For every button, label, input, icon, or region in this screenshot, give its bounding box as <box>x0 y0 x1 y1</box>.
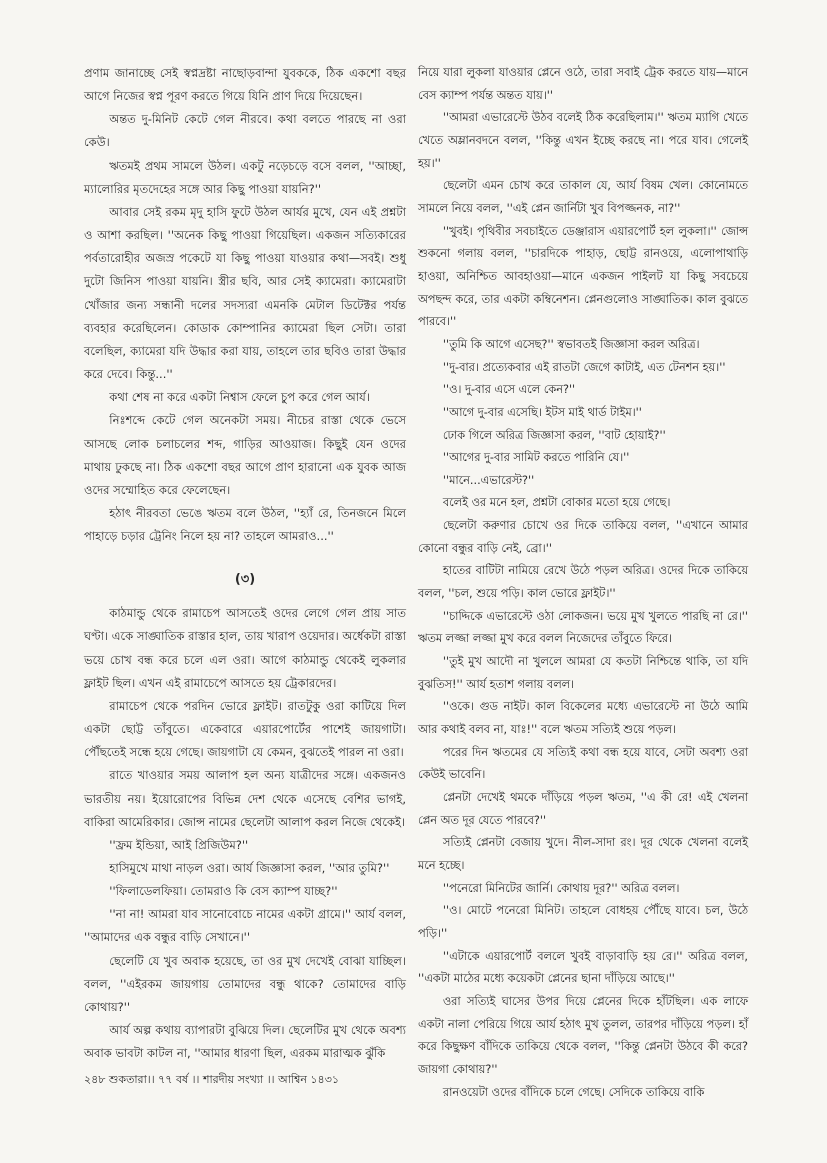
paragraph: ''চাদ্দিকে এভারেস্টে ওঠা লোকজন। ভয়ে মুখ খুলতে পারছি না রে।'' ঋতম লজ্জা লজ্জা মুখ করে বলল নিজেদের তাঁবুতে ফিরে। <box>418 609 748 646</box>
paragraph: রানওয়েটা ওদের বাঁদিকে চলে গেছে। সেদিকে তাকিয়ে বাকি <box>442 1085 705 1099</box>
paragraph: ''ওকে। গুড নাইট। কাল বিকেলের মধ্যে এভারেস্টে না উঠে আমি আর কথাই বলব না, যাঃ!'' বলে ঋতম সত্যিই শুয়ে পড়ল। <box>418 700 748 737</box>
paragraph: ঢোক গিলে অরিত্র জিজ্ঞাসা করল, ''বাট হোয়াই?'' <box>442 428 666 442</box>
paragraph: ছেলেটি যে খুব অবাক হয়েছে, তা ওর মুখ দেখেই বোঝা যাচ্ছিল। বলল, ''এইরকম জায়গায় তোমাদের বন্ধু থাকে? তোমাদের বাড়ি কোথায়?'' <box>84 953 406 1014</box>
paragraph: ''ফিলাডেলফিয়া। তোমরাও কি বেস ক্যাম্প যাচ্ছ?'' <box>109 884 338 899</box>
paragraph: কাঠমান্ডু থেকে রামাচেপ আসতেই ওদের লেগে গেল প্রায় সাত ঘণ্টা। একে সাঙ্ঘাতিক রাস্তার হাল, তায় খারাপ ওয়েদার। অর্ধেকটা রাস্তা ভয়ে চোখ বন্ধ করে চলে এল ওরা। আগে কাঠমান্ডু থেকেই লুকলার ফ্লাইট ছিল। এখন এই রামাচেপে আসতে হয় ট্রেকারদের। <box>84 606 406 690</box>
paragraph: ''ফ্রম ইন্ডিয়া, আই প্রিজিউম?'' <box>109 837 249 852</box>
paragraph: কথা শেষ না করে একটা নিশ্বাস ফেলে চুপ করে গেল আর্য। <box>109 390 370 405</box>
paragraph: ''তুমি কি আগে এসেছ?'' স্বভাবতই জিজ্ঞাসা করল অরিত্র। <box>442 337 700 351</box>
paragraph: পরের দিন ঋতমের যে সত্যিই কথা বন্ধ হয়ে যাবে, সেটা অবশ্য ওরা কেউই ভাবেনি। <box>418 745 748 782</box>
right-column <box>418 62 748 1104</box>
paragraph: ''আগের দু-বার সামিট করতে পারিনি যে।'' <box>442 451 630 465</box>
paragraph: হাসিমুখে মাথা নাড়ল ওরা। আর্য জিজ্ঞাসা করল, ''আর তুমি?'' <box>109 861 390 875</box>
paragraph: ''ও। দু-বার এসে এলে কেন?'' <box>442 383 576 397</box>
paragraph: সত্যিই প্লেনটা বেজায় খুদে। নীল-সাদা রং। দূর থেকে খেলনা বলেই মনে হচ্ছে। <box>418 836 748 872</box>
paragraph: ''আমরা এভারেস্টে উঠব বলেই ঠিক করেছিলাম।'' ঋতম ম্যাগি খেতে খেতে অম্লানবদনে বলল, ''কিন্তু এখন ইচ্ছে করছে না। পরে যাব। গেলেই হয়।'' <box>418 111 748 170</box>
paragraph: রাতে খাওয়ার সময় আলাপ হল অন্য যাত্রীদের সঙ্গে। একজনও ভারতীয় নয়। ইয়োরোপের বিভিন্ন দেশ থেকে এসেছে বেশির ভাগই, বাকিরা আমেরিকার। জোন্স নামের ছেলেটা আলাপ করল নিজে থেকেই। <box>84 768 406 829</box>
paragraph: বলেই ওর মনে হল, প্রশ্নটা বোকার মতো হয়ে গেছে। <box>442 496 671 510</box>
left-column <box>84 62 406 1065</box>
paragraph: ছেলেটা করুণার চোখে ওর দিকে তাকিয়ে বলল, ''এখানে আমার কোনো বন্ধুর বাড়ি নেই, ব্রো।'' <box>418 519 748 555</box>
paragraph: হঠাৎ নীরবতা ভেঙে ঋতম বলে উঠল, ''হ্যাঁ রে, তিনজনে মিলে পাহাড়ে চড়ার ট্রেনিং নিলে হয় না? তাহলে আমরাও...'' <box>84 505 406 544</box>
paragraph: আবার সেই রকম মৃদু হাসি ফুটে উঠল আর্যর মুখে, যেন এই প্রশ্নটা ও আশা করছিল। ''অনেক কিছু পাওয়া গিয়েছিল। একজন সত্যিকারের পর্বতারোহীর অজস্র পকেটে যা কিছু পাওয়া যাওয়ার কথা—সবই। শুধু দুটো জিনিস পাওয়া যায়নি। স্ত্রীর ছবি, আর সেই ক্যামেরা। ক্যামেরাটা খোঁজার জন্য সন্ধানী দলের সদস্যরা এমনকি মেটাল ডিটেক্টর পর্যন্ত ব্যবহার করেছিলেন। কোডাক কোম্পানির ক্যামেরা ছিল সেটা। তারা বলেছিল, ক্যামেরা যদি উদ্ধার করা যায়, তাহলে তার ছবিও তারা উদ্ধার করে দেবে। কিন্তু...'' <box>84 204 406 382</box>
page-footer: ২৪৮ শুকতারা।। ৭৭ বর্ষ ।। শারদীয় সংখ্যা ।। আশ্বিন ১৪৩১ <box>84 1073 339 1086</box>
paragraph: ছেলেটা এমন চোখ করে তাকাল যে, আর্য বিষম খেল। কোনোমতে সামলে নিয়ে বলল, ''এই প্লেন জার্নিটা খুব বিপজ্জনক, না?'' <box>418 179 748 215</box>
paragraph: নিঃশব্দে কেটে গেল অনেকটা সময়। নীচের রাস্তা থেকে ভেসে আসছে লোক চলাচলের শব্দ, গাড়ির আওয়াজ। কিছুই যেন ওদের মাথায় ঢুকছে না। ঠিক একশো বছর আগে প্রাণ হারানো এক যুবক আজ ওদের সম্মোহিত করে ফেলেছেন। <box>84 413 406 497</box>
paragraph: প্রণাম জানাচ্ছে সেই স্বপ্নদ্রষ্টা নাছোড়বান্দা যুবককে, ঠিক একশো বছর আগে নিজের স্বপ্ন পূরণ করতে গিয়ে যিনি প্রাণ দিয়ে দিয়েছেন। <box>84 66 406 104</box>
paragraph: ''পনেরো মিনিটের জার্নি। কোথায় দূর?'' অরিত্র বলল। <box>442 881 680 895</box>
paragraph: প্লেনটা দেখেই থমকে দাঁড়িয়ে পড়ল ঋতম, ''এ কী রে! এই খেলনা প্লেন অত দূর যেতে পারবে?'' <box>418 791 748 827</box>
paragraph: ''খুবই। পৃথিবীর সবচাইতে ডেঞ্জারাস এয়ারপোর্ট হল লুকলা।'' জোন্স শুকনো গলায় বলল, ''চারদিকে পাহাড়, ছোট্ট রানওয়ে, এলোপাথাড়ি হাওয়া, অনিশ্চিত আবহাওয়া—মানে একজন পাইলট যা কিছু সবচেয়ে অপছন্দ করে, তার একটা কম্বিনেশন। প্লেনগুলোও সাঙ্ঘাতিক। কাল বুঝতে পারবে।'' <box>418 224 748 329</box>
paragraph: ''তুই মুখ আদৌ না খুললে আমরা যে কতটা নিশ্চিন্তে থাকি, তা যদি বুঝতিস!'' আর্য হতাশ গলায় বলল। <box>418 655 748 691</box>
paragraph: ঋতমই প্রথম সামলে উঠল। একটু নড়েচড়ে বসে বলল, ''আচ্ছা, ম্যালোরির মৃতদেহের সঙ্গে আর কিছু পাওয়া যায়নি?'' <box>84 158 406 196</box>
paragraph: নিয়ে যারা লুকলা যাওয়ার প্লেনে ওঠে, তারা সবাই ট্রেক করতে যায়—মানে বেস ক্যাম্প পর্যন্ত অন্তত যায়।'' <box>418 66 748 102</box>
paragraph: ''মানে...এভারেস্ট?'' <box>442 473 535 487</box>
paragraph: ওরা সত্যিই ঘাসের উপর দিয়ে প্লেনের দিকে হাঁটছিল। এক লাফে একটা নালা পেরিয়ে গিয়ে আর্য হঠাৎ মুখ তুলল, তারপর দাঁড়িয়ে পড়ল। হাঁ করে কিছুক্ষণ বাঁদিকে তাকিয়ে থেকে বলল, ''কিন্তু প্লেনটা উঠবে কী করে? জায়গা কোথায়?'' <box>418 994 748 1076</box>
paragraph: আর্য অল্প কথায় ব্যাপারটা বুঝিয়ে দিল। ছেলেটির মুখ থেকে অবশ্য অবাক ভাবটা কাটল না, ''আমার ধারণা ছিল, এরকম মারাত্মক ঝুঁকি <box>84 1023 406 1061</box>
paragraph: ''এটাকে এয়ারপোর্ট বললে খুবই বাড়াবাড়ি হয় রে।'' অরিত্র বলল, ''একটা মাঠের মধ্যে কয়েকটা প্লেনের ছানা দাঁড়িয়ে আছে।'' <box>418 949 748 986</box>
paragraph: ''আগে দু-বার এসেছি। ইটস মাই থার্ড টাইম।'' <box>442 405 642 419</box>
paragraph: অন্তত দু-মিনিট কেটে গেল নীরবে। কথা বলতে পারছে না ওরা কেউ। <box>84 112 406 150</box>
paragraph: ''দু-বার। প্রত্যেকবার এই রাতটা জেগে কাটাই, এত টেনশন হয়।'' <box>442 360 726 374</box>
paragraph: হাতের বাটিটা নামিয়ে রেখে উঠে পড়ল অরিত্র। ওদের দিকে তাকিয়ে বলল, ''চল, শুয়ে পড়ি। কাল ভোরে ফ্লাইট।'' <box>418 564 748 601</box>
section-heading: (৩) <box>234 572 256 588</box>
paragraph: রামাচেপ থেকে পরদিন ভোরে ফ্লাইট। রাতটুকু ওরা কাটিয়ে দিল একটা ছোট্ট তাঁবুতে। একেবারে এয়ারপোর্টের পাশেই জায়গাটা। পৌঁছতেই সন্ধে হয়ে গেছে। জায়গাটা যে কেমন, বুঝতেই পারল না ওরা। <box>84 698 406 760</box>
paragraph: ''না না! আমরা যাব সানোবোচে নামের একটা গ্রামে।'' আর্য বলল, ''আমাদের এক বন্ধুর বাড়ি সেখানে।'' <box>84 907 406 945</box>
paragraph: ''ও। মোটে পনেরো মিনিট। তাহলে বোধহয় পৌঁছে যাবে। চল, উঠে পড়ি।'' <box>418 904 748 940</box>
